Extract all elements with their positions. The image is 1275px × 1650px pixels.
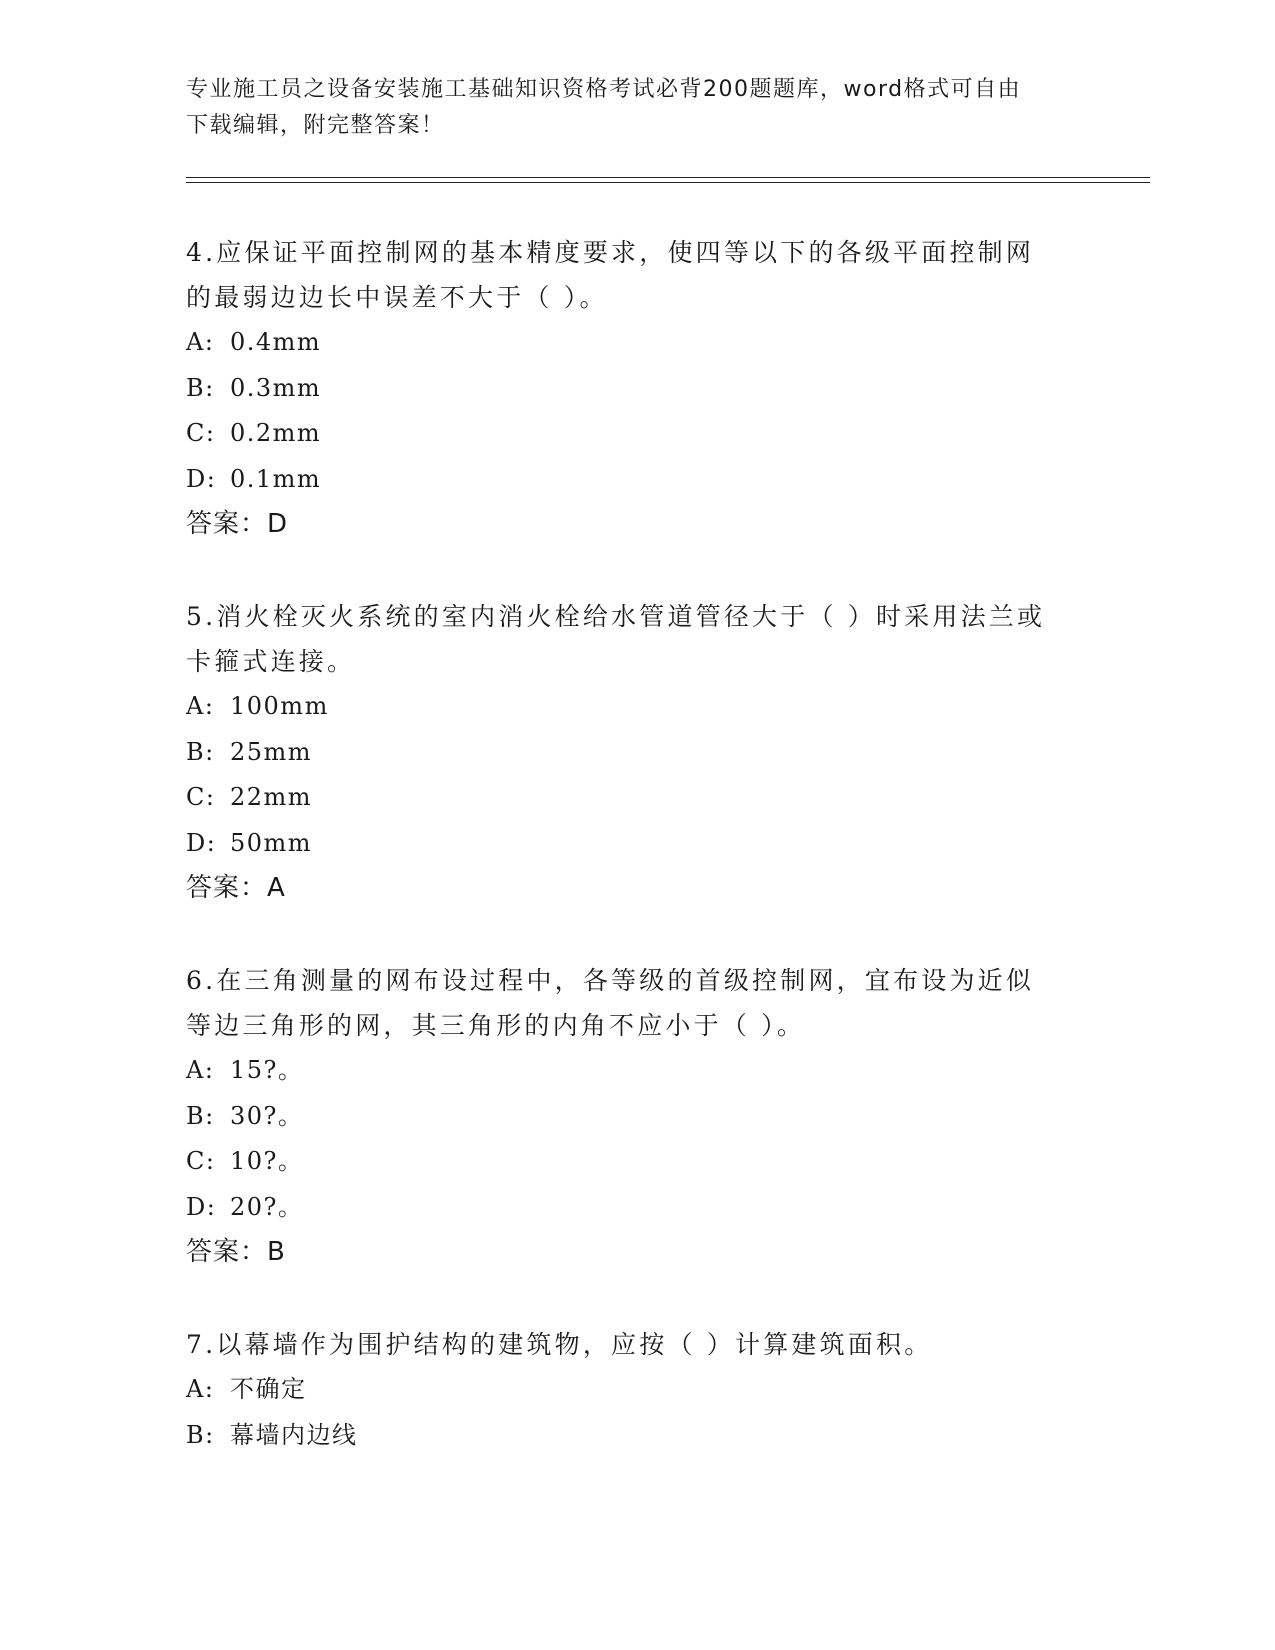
question-text <box>186 230 1086 320</box>
option-letter: B: <box>186 1101 215 1130</box>
option-value: 20?。 <box>230 1192 304 1221</box>
option-letter: C: <box>186 783 216 811</box>
option-value: 不确定 <box>230 1375 307 1403</box>
option-value: 10?。 <box>230 1147 304 1175</box>
question-text-line: 卡箍式连接。 <box>186 647 356 676</box>
option-a <box>186 684 1086 730</box>
option-value: 0.1mm <box>230 464 322 493</box>
answer-text: 答案：A <box>186 873 286 903</box>
option-value: 幕墙内边线 <box>230 1420 358 1449</box>
document-header <box>186 72 1066 144</box>
header-divider-top <box>186 177 1150 178</box>
option-b <box>186 1094 1086 1140</box>
question-text <box>186 958 1086 1048</box>
option-a <box>186 320 1086 366</box>
option-c <box>186 1139 1086 1185</box>
question-text-line: 5.消火栓灭火系统的室内消火栓给水管道管径大于（ ）时采用法兰或 <box>186 602 1046 631</box>
option-letter: B: <box>186 1420 215 1449</box>
option-letter: C: <box>186 1147 216 1175</box>
option-letter: D: <box>186 464 217 493</box>
option-value: 0.3mm <box>230 373 322 402</box>
question-text-line: 4.应保证平面控制网的基本精度要求，使四等以下的各级平面控制网 <box>186 238 1035 267</box>
option-d <box>186 821 1086 867</box>
option-a <box>186 1367 1086 1413</box>
answer-text: 答案：B <box>186 1237 286 1267</box>
question-text-line: 6.在三角测量的网布设过程中，各等级的首级控制网，宜布设为近似 <box>186 966 1035 995</box>
question-text-line: 等边三角形的网，其三角形的内角不应小于（ ）。 <box>186 1011 806 1040</box>
option-value: 100mm <box>230 692 329 720</box>
header-line-2: 下载编辑，附完整答案！ <box>186 113 445 138</box>
option-letter: D: <box>186 1192 217 1221</box>
answer-text: 答案：D <box>186 509 289 539</box>
question-block <box>186 1322 1086 1458</box>
option-letter: A: <box>186 1056 215 1084</box>
question-block <box>186 594 1086 911</box>
question-block <box>186 958 1086 1275</box>
option-b <box>186 1413 1086 1459</box>
question-block <box>186 230 1086 547</box>
option-a <box>186 1048 1086 1094</box>
option-c <box>186 411 1086 457</box>
option-b <box>186 730 1086 776</box>
option-d <box>186 457 1086 503</box>
question-text <box>186 594 1086 684</box>
header-line-1: 专业施工员之设备安装施工基础知识资格考试必背200题题库，word格式可自由 <box>186 77 1022 102</box>
option-letter: A: <box>186 328 215 356</box>
option-letter: B: <box>186 737 215 766</box>
option-letter: D: <box>186 828 217 857</box>
option-value: 30?。 <box>230 1101 304 1130</box>
option-value: 50mm <box>230 828 313 857</box>
option-letter: A: <box>186 692 215 720</box>
option-value: 0.2mm <box>230 419 322 447</box>
option-value: 22mm <box>230 783 313 811</box>
question-text <box>186 1322 1086 1367</box>
header-divider-bottom <box>186 182 1150 183</box>
question-text-line: 7.以幕墙作为围护结构的建筑物，应按（ ）计算建筑面积。 <box>186 1330 933 1359</box>
option-c <box>186 775 1086 821</box>
option-value: 15?。 <box>230 1056 304 1084</box>
option-value: 25mm <box>230 737 313 766</box>
option-letter: A: <box>186 1375 215 1403</box>
option-letter: C: <box>186 419 216 447</box>
option-value: 0.4mm <box>230 328 322 356</box>
question-text-line: 的最弱边边长中误差不大于（ ）。 <box>186 283 608 312</box>
option-letter: B: <box>186 373 215 402</box>
option-b <box>186 366 1086 412</box>
option-d <box>186 1185 1086 1231</box>
